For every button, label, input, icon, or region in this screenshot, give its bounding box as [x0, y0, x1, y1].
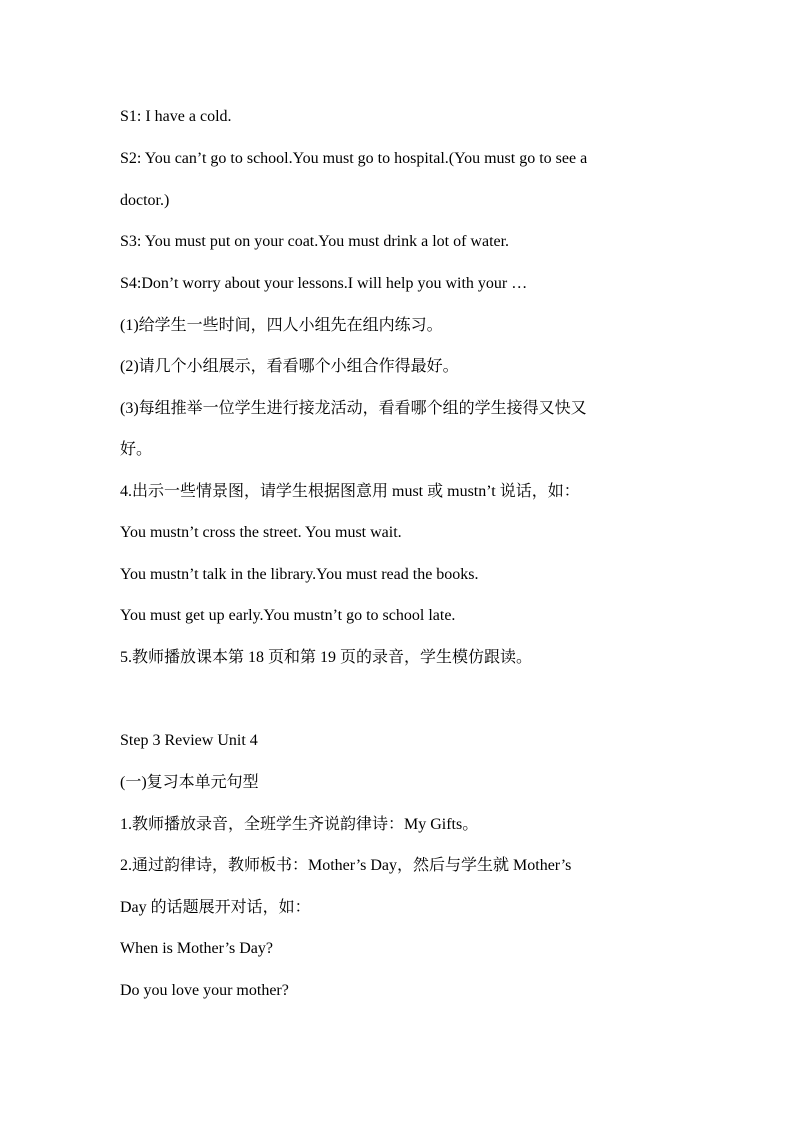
section-heading-step-3: Step 3 Review Unit 4 — [120, 732, 258, 749]
instruction-1: (1)给学生一些时间，四人小组先在组内练习。 — [120, 317, 443, 334]
example-sentence-2: You mustn’t talk in the library.You must read the books. — [120, 566, 479, 583]
example-sentence-3: You must get up early.You mustn’t go to school late. — [120, 607, 456, 624]
example-sentence-1: You mustn’t cross the street. You must wait. — [120, 524, 402, 541]
question-2: Do you love your mother? — [120, 982, 289, 999]
instruction-2: (2)请几个小组展示，看看哪个小组合作得最好。 — [120, 358, 459, 375]
dialogue-line-s2: S2: You can’t go to school.You must go to hospital.(You must go to see a — [120, 150, 588, 167]
dialogue-line-s4: S4:Don’t worry about your lessons.I will help you with your … — [120, 275, 528, 292]
instruction-3: (3)每组推举一位学生进行接龙活动，看看哪个组的学生接得又快又 — [120, 400, 587, 417]
dialogue-line-s1: S1: I have a cold. — [120, 108, 232, 125]
review-instruction-2-continued: Day 的话题展开对话，如： — [120, 899, 311, 916]
question-1: When is Mother’s Day? — [120, 940, 273, 957]
step-5-instruction: 5.教师播放课本第 18 页和第 19 页的录音，学生模仿跟读。 — [120, 649, 533, 666]
subsection-heading: (一)复习本单元句型 — [120, 774, 259, 791]
review-instruction-1: 1.教师播放录音，全班学生齐说韵律诗：My Gifts。 — [120, 816, 479, 833]
instruction-3-continued: 好。 — [120, 441, 153, 458]
review-instruction-2: 2.通过韵律诗，教师板书：Mother’s Day，然后与学生就 Mother’s — [120, 857, 572, 874]
step-4-instruction: 4.出示一些情景图，请学生根据图意用 must 或 mustn’t 说话，如： — [120, 483, 580, 500]
dialogue-line-s3: S3: You must put on your coat.You must drink a lot of water. — [120, 233, 510, 250]
dialogue-line-s2-continued: doctor.) — [120, 192, 170, 209]
